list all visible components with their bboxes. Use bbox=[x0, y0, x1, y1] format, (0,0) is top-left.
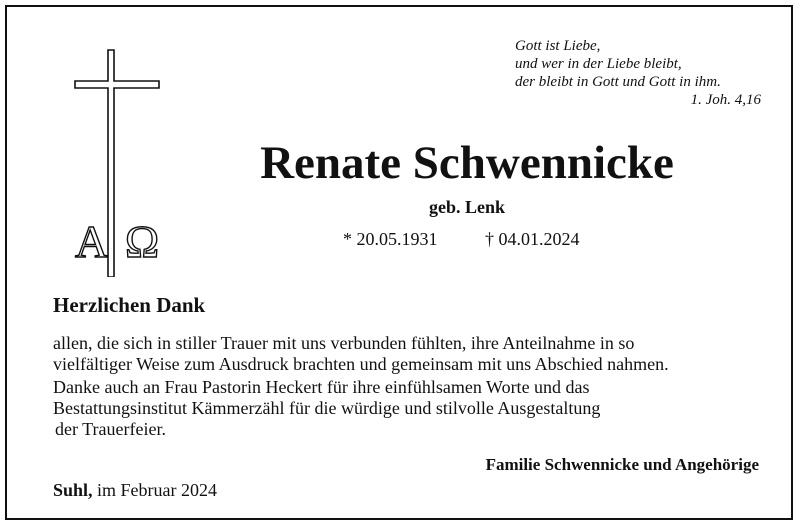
place-and-date bbox=[53, 480, 217, 501]
thanks-paragraph-2 bbox=[53, 377, 773, 440]
bible-verse bbox=[515, 37, 761, 109]
verse-line: Gott ist Liebe, bbox=[515, 38, 601, 54]
deceased-name: Renate Schwennicke bbox=[260, 137, 674, 189]
verse-line: und wer in der Liebe bleibt, bbox=[515, 56, 682, 72]
text-line: Danke auch an Frau Pastorin Heckert für ihre einfühlsamen Worte und das bbox=[53, 377, 590, 397]
verse-line: der bleibt in Gott und Gott in ihm. bbox=[515, 74, 721, 90]
place-date: im Februar 2024 bbox=[97, 480, 218, 500]
birth-date: * 20.05.1931 bbox=[343, 229, 438, 249]
text-line: der Trauerfeier. bbox=[55, 419, 166, 439]
thanks-paragraph-1 bbox=[53, 333, 773, 375]
text-line: Bestattungsinstitut Kämmerzähl für die würdige und stilvolle Ausgestaltung bbox=[53, 398, 601, 418]
text-line: vielfältiger Weise zum Ausdruck brachten und gemeinsam mit uns Abschied nahmen. bbox=[53, 354, 669, 374]
omega-letter: Ω bbox=[125, 216, 160, 267]
obituary-notice bbox=[5, 5, 793, 520]
family-signature: Familie Schwennicke und Angehörige bbox=[485, 455, 759, 474]
verse-reference: 1. Joh. 4,16 bbox=[690, 92, 761, 108]
death-date: † 04.01.2024 bbox=[485, 229, 580, 249]
alpha-letter: A bbox=[75, 216, 109, 267]
thanks-heading: Herzlichen Dank bbox=[53, 293, 206, 317]
maiden-name: geb. Lenk bbox=[428, 197, 506, 217]
place-city: Suhl, bbox=[53, 480, 93, 500]
text-line: allen, die sich in stiller Trauer mit uns verbunden fühlten, ihre Anteilnahme in so bbox=[53, 333, 635, 353]
